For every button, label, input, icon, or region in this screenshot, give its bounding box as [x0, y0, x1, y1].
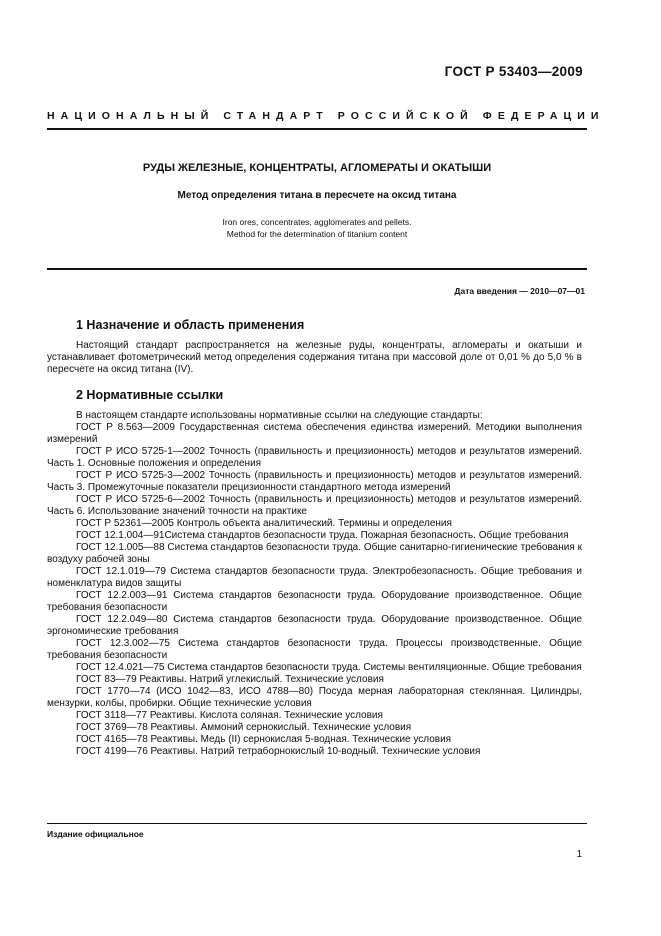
- normative-references-list: [47, 410, 582, 758]
- section-1-body: Настоящий стандарт распространяется на железные руды, концентраты, агломераты и окатыши и устанавливает фотометрический метод определения содержания титана при массовой доле от 0,01 % до 5,0 % в пересчете на оксид титана (IV).: [47, 340, 582, 375]
- reference-item: ГОСТ 12.2.049—80 Система стандартов безопасности труда. Оборудование производственное. Общие эргономические требования: [47, 614, 582, 637]
- reference-item: ГОСТ Р ИСО 5725-6—2002 Точность (правильность и прецизионность) методов и результатов измерений. Часть 6. Использование значений точности на практике: [47, 494, 582, 517]
- reference-item: ГОСТ 12.1.004—91Система стандартов безопасности труда. Пожарная безопасность. Общие требования: [76, 530, 569, 541]
- edition-label: Издание официальное: [47, 829, 144, 839]
- introduction-date: Дата введения — 2010—07—01: [454, 286, 585, 296]
- reference-item: ГОСТ 1770—74 (ИСО 1042—83, ИСО 4788—80) Посуда мерная лабораторная стеклянная. Цилиндры, мензурки, колбы, пробирки. Общие технические условия: [47, 686, 582, 709]
- middle-divider: [47, 268, 587, 270]
- reference-item: ГОСТ 12.1.019—79 Система стандартов безопасности труда. Электробезопасность. Общие требования и номенклатура видов защиты: [47, 566, 582, 589]
- reference-intro: В настоящем стандарте использованы нормативные ссылки на следующие стандарты:: [76, 410, 483, 421]
- section-2-heading: 2 Нормативные ссылки: [76, 388, 224, 402]
- reference-item: ГОСТ 4165—78 Реактивы. Медь (II) сернокислая 5-водная. Технические условия: [76, 734, 452, 745]
- reference-item: ГОСТ 3769—78 Реактивы. Аммоний сернокислый. Технические условия: [76, 722, 412, 733]
- reference-item: ГОСТ 83—79 Реактивы. Натрий углекислый. Технические условия: [76, 674, 384, 685]
- reference-item: ГОСТ 12.1.005—88 Система стандартов безопасности труда. Общие санитарно-гигиенические требования к воздуху рабочей зоны: [47, 542, 582, 565]
- national-standard-banner: НАЦИОНАЛЬНЫЙ СТАНДАРТ РОССИЙСКОЙ ФЕДЕРАЦИИ: [47, 110, 605, 122]
- section-1-heading: 1 Назначение и область применения: [76, 318, 305, 332]
- reference-item: ГОСТ 12.3.002—75 Система стандартов безопасности труда. Процессы производственные. Общие требования безопасности: [47, 638, 582, 661]
- document-subtitle: Метод определения титана в пересчете на оксид титана: [177, 190, 457, 201]
- reference-item: ГОСТ 4199—76 Реактивы. Натрий тетраборнокислый 10-водный. Технические условия: [76, 746, 481, 757]
- top-divider: [47, 128, 587, 130]
- reference-item: ГОСТ 3118—77 Реактивы. Кислота соляная. Технические условия: [76, 710, 383, 721]
- reference-item: ГОСТ 12.2.003—91 Система стандартов безопасности труда. Оборудование производственное. Общие требования безопасности: [47, 590, 582, 613]
- reference-item: ГОСТ Р 52361—2005 Контроль объекта аналитический. Термины и определения: [76, 518, 452, 529]
- reference-item: ГОСТ Р ИСО 5725-3—2002 Точность (правильность и прецизионность) методов и результатов измерений. Часть 3. Промежуточные показатели прецизионности стандартного метода измерений: [47, 470, 582, 493]
- document-title: РУДЫ ЖЕЛЕЗНЫЕ, КОНЦЕНТРАТЫ, АГЛОМЕРАТЫ И ОКАТЫШИ: [142, 162, 492, 174]
- english-title-line-1: Iron ores, concentrates, agglomerates and pellets.: [222, 217, 412, 227]
- footer-divider: [47, 823, 587, 824]
- page-number: 1: [576, 849, 582, 860]
- english-title-line-2: Method for the determination of titanium content: [226, 229, 408, 239]
- reference-item: ГОСТ 12.4.021—75 Система стандартов безопасности труда. Системы вентиляционные. Общие требования: [76, 662, 582, 673]
- reference-item: ГОСТ Р 8.563—2009 Государственная система обеспечения единства измерений. Методики выполнения измерений: [47, 422, 582, 445]
- reference-item: ГОСТ Р ИСО 5725-1—2002 Точность (правильность и прецизионность) методов и результатов измерений. Часть 1. Основные положения и определения: [47, 446, 582, 469]
- document-number: ГОСТ Р 53403—2009: [444, 64, 583, 79]
- english-title: [47, 216, 587, 240]
